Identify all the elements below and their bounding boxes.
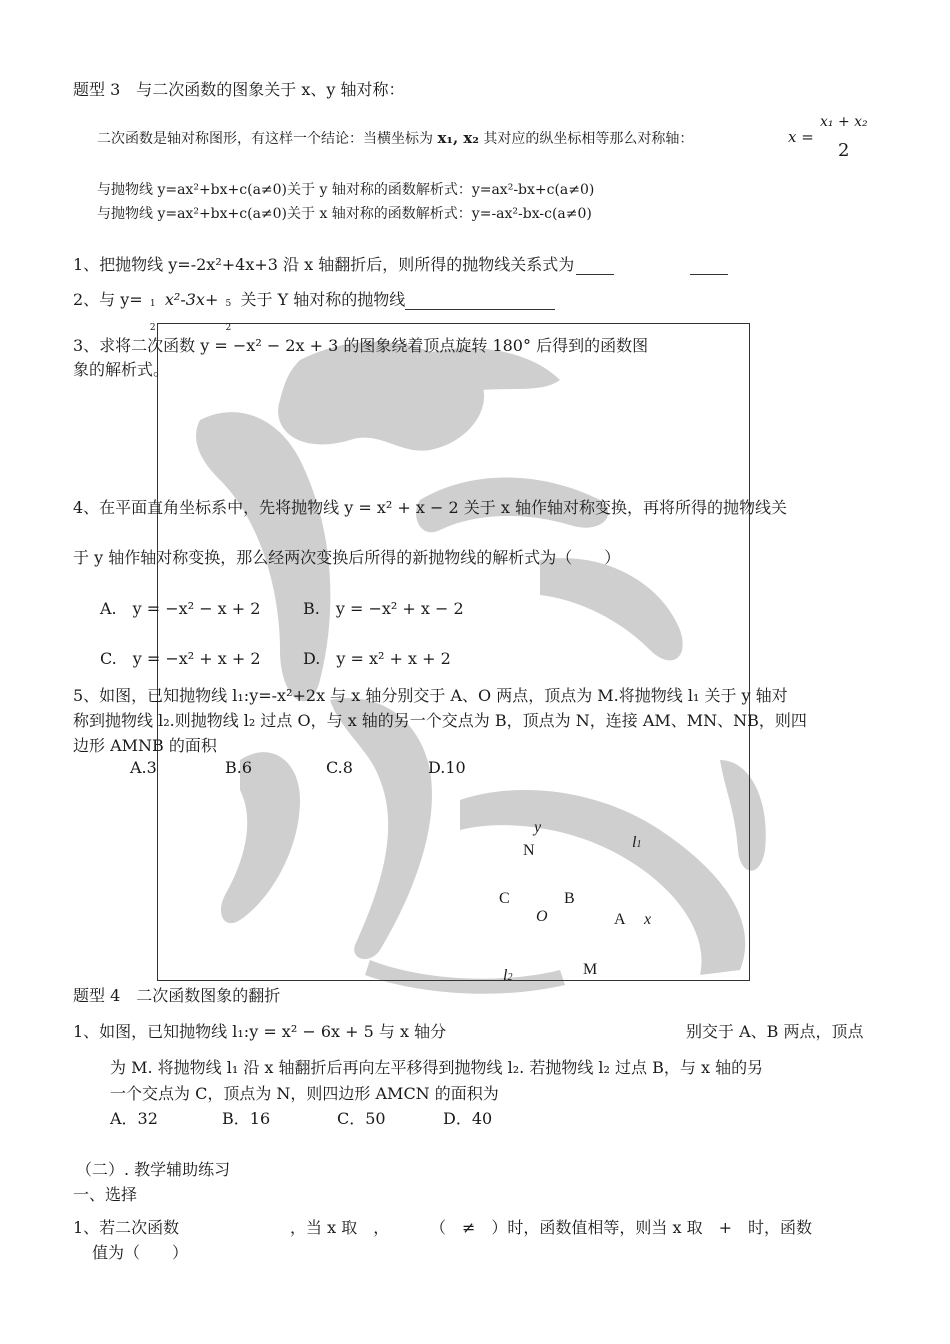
question-2: 2、与 y= 1 2 x²-3x+ 5 2 关于 Y 轴对称的抛物线 [73,287,555,310]
section-4-option-d[interactable]: D．40 [443,1109,493,1128]
question-5-option-b[interactable]: B.6 [225,758,253,777]
section-4-option-a[interactable]: A．32 [110,1109,158,1128]
question-4-option-a[interactable]: A. y = −x² − x + 2 [100,599,261,618]
figure-label-B: B [564,890,575,907]
figure-label-A: A [614,911,626,928]
figure-label-x: x [644,911,652,928]
axis-formula-denominator: 2 [838,140,850,161]
question-4-option-b[interactable]: B. y = −x² + x − 2 [303,599,464,618]
question-5-option-d[interactable]: D.10 [428,758,466,777]
question-1: 1、把抛物线 y=-2x²+4x+3 沿 x 轴翻折后，则所得的抛物线关系式为 [73,252,728,275]
section-3-title: 题型 3 与二次函数的图象关于 x、y 轴对称： [73,80,405,99]
question-5-option-a[interactable]: A.3 [130,758,157,777]
question-5-line-3: 边形 AMNB 的面积 [73,736,217,755]
figure-label-O: O [536,908,548,925]
figure-label-l1: l1 [632,834,642,851]
question-3-line-2: 象的解析式。 [73,360,170,379]
section-4-option-c[interactable]: C．50 [337,1109,386,1128]
question-4-line-1: 4、在平面直角坐标系中，先将抛物线 y = x² + x − 2 关于 x 轴作轴对称变换，再将所得的抛物线关 [73,498,787,517]
figure-label-y: y [534,819,542,836]
figure-label-N: N [523,842,535,859]
aux-q1-line-1b: ，当 x 取 ， [290,1218,390,1237]
question-4-option-c[interactable]: C. y = −x² + x + 2 [100,649,261,668]
aux-q1-line-1a: 1、若二次函数 [73,1218,180,1237]
answer-blank-2[interactable] [690,258,728,275]
aux-subsection-title: 一、选择 [73,1185,138,1204]
aux-section-title: （二）. 教学辅助练习 [76,1160,231,1179]
question-5-line-1: 5、如图，已知抛物线 l₁:y=-x²+2x 与 x 轴分别交于 A、O 两点，顶点为 M.将抛物线 l₁ 关于 y 轴对 [73,686,788,705]
question-3-line-1: 3、求将二次函数 y = −x² − 2x + 3 的图象绕着顶点旋转 180° 后得到的函数图 [73,336,649,355]
section-3-intro: 二次函数是轴对称图形，有这样一个结论：当横坐标为 x₁, x₂ 其对应的纵坐标相等那么对称轴： [97,129,694,147]
question-5-line-2: 称到抛物线 l₂.则抛物线 l₂ 过点 O，与 x 轴的另一个交点为 B，顶点为 N，连接 AM、MN、NB，则四 [73,711,807,730]
rule-y-axis-symmetry: 与抛物线 y=ax²+bx+c(a≠0)关于 y 轴对称的函数解析式：y=ax²-bx+c(a≠0) [97,182,595,198]
section-4-option-b[interactable]: B．16 [222,1109,271,1128]
figure-label-C: C [499,890,510,907]
section-4-q1-line-2: 为 M. 将抛物线 l₁ 沿 x 轴翻折后再向左平移得到抛物线 l₂. 若抛物线 l₂ 过点 B，与 x 轴的另 [110,1058,764,1077]
section-4-title: 题型 4 二次函数图象的翻折 [73,986,281,1005]
figure-label-l2: l2 [503,967,513,984]
question-5-option-c[interactable]: C.8 [326,758,353,777]
question-4-option-d[interactable]: D. y = x² + x + 2 [303,649,451,668]
section-4-q1-line-1a: 1、如图，已知抛物线 l₁:y = x² − 6x + 5 与 x 轴分 [73,1022,447,1041]
aux-q1-line-1c: （ ≠ ）时，函数值相等，则当 x 取 + 时，函数 [430,1218,813,1237]
answer-blank[interactable] [405,293,555,310]
question-4-line-2: 于 y 轴作轴对称变换，那么经两次变换后所得的新抛物线的解析式为（ ） [73,548,621,567]
rule-x-axis-symmetry: 与抛物线 y=ax²+bx+c(a≠0)关于 x 轴对称的函数解析式：y=-ax²-bx-c(a≠0) [97,206,592,222]
axis-formula-lhs: x = [788,128,814,146]
section-4-q1-line-3: 一个交点为 C，顶点为 N，则四边形 AMCN 的面积为 [110,1084,499,1103]
aux-q1-line-2: 值为（ ） [92,1243,189,1262]
figure-label-M: M [583,961,598,978]
axis-formula-numerator: x₁ + x₂ [820,114,868,130]
answer-blank[interactable] [576,258,614,275]
section-4-q1-line-1b: 别交于 A、B 两点，顶点 [686,1022,864,1041]
